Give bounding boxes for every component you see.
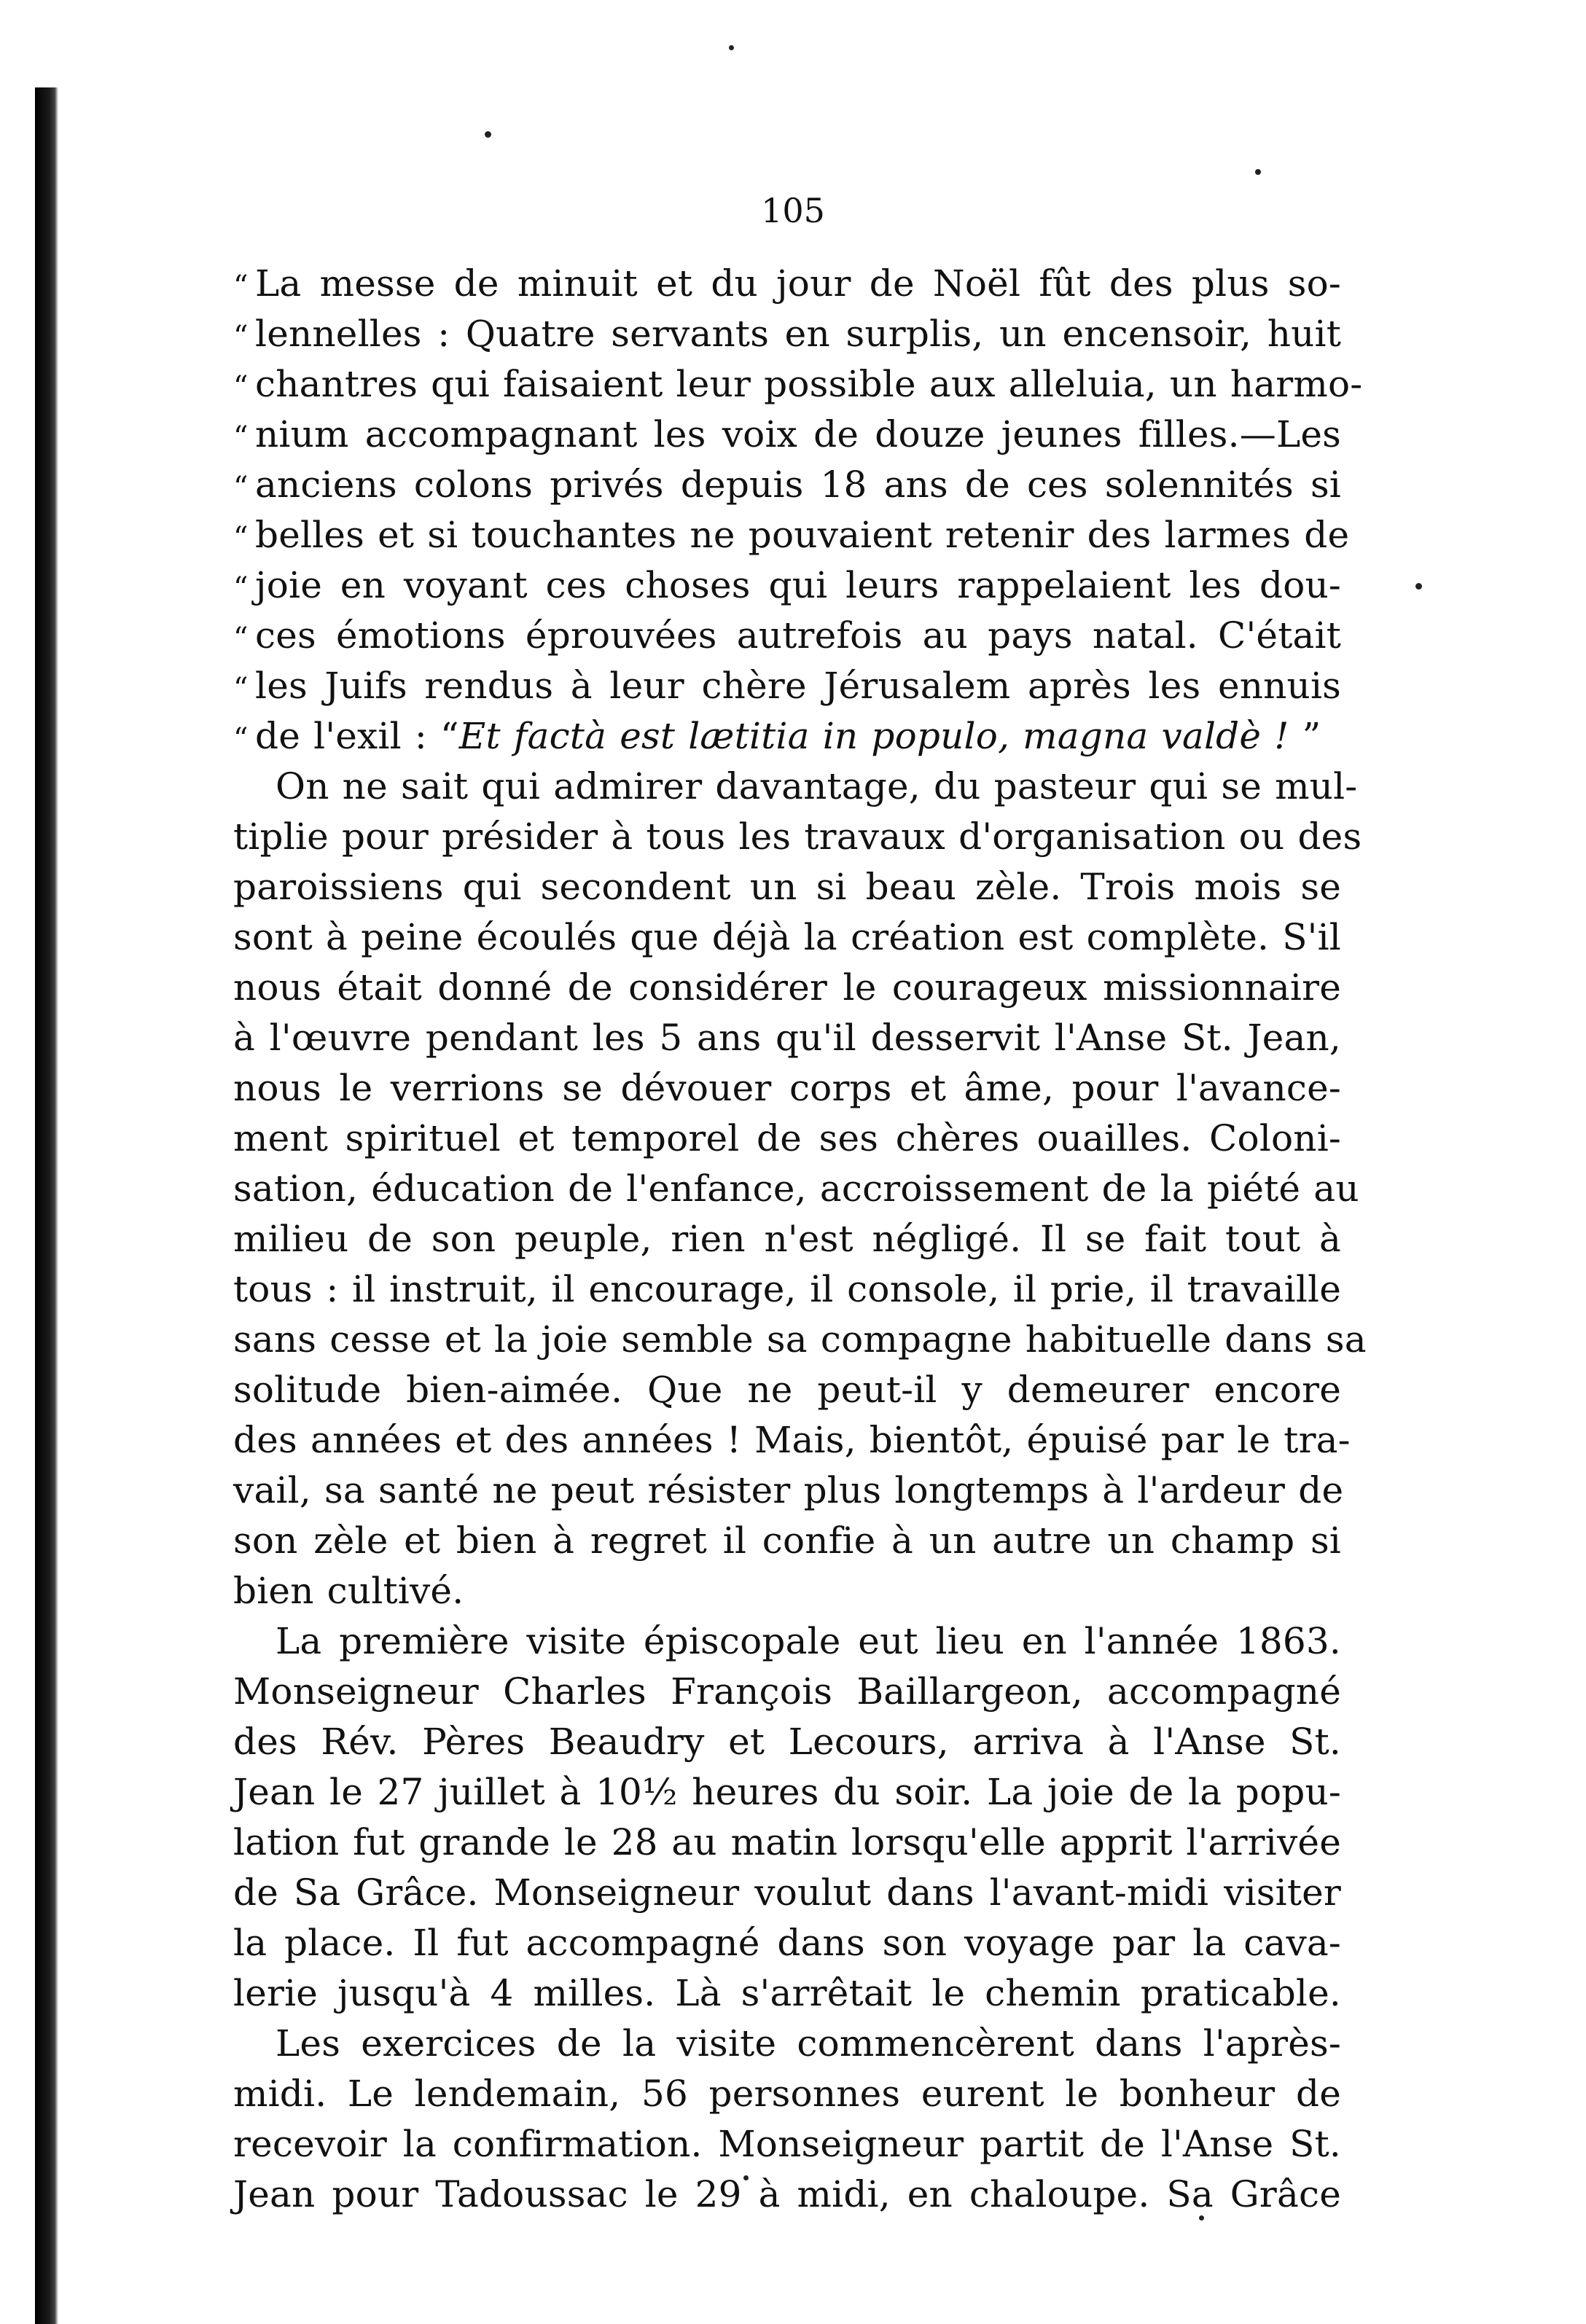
text-line bbox=[233, 1918, 1341, 1968]
text-line bbox=[233, 309, 1341, 359]
text-line bbox=[233, 2069, 1341, 2119]
line-text: nous était donné de considérer le courageux missionnaire bbox=[233, 966, 1341, 1009]
line-text: Les exercices de la visite commencèrent dans l'après- bbox=[276, 2022, 1341, 2065]
text-line bbox=[233, 1013, 1341, 1063]
line-text: de Sa Grâce. Monseigneur voulut dans l'avant-midi visiter bbox=[233, 1871, 1341, 1914]
text-line bbox=[233, 1868, 1341, 1918]
text-line bbox=[233, 1968, 1341, 2019]
text-line bbox=[233, 963, 1341, 1013]
text-line bbox=[233, 560, 1341, 611]
scan-speck bbox=[485, 131, 491, 138]
line-text: la place. Il fut accompagné dans son voyage par la cava- bbox=[233, 1922, 1341, 1964]
text-line bbox=[233, 1264, 1341, 1315]
text-line bbox=[233, 2119, 1341, 2170]
quote-mark: “ bbox=[233, 672, 249, 705]
text-line bbox=[233, 1315, 1367, 1365]
text-line bbox=[233, 410, 1341, 460]
text-line bbox=[233, 611, 1341, 661]
latin-quote: Et factà est lætitia in populo, magna valdè ! bbox=[458, 715, 1289, 757]
text-line bbox=[233, 912, 1341, 963]
page-binding-edge bbox=[35, 87, 58, 2324]
text-line bbox=[233, 259, 1341, 309]
text-line bbox=[233, 359, 1363, 410]
line-text: nous le verrions se dévouer corps et âme, pour l'avance- bbox=[233, 1067, 1341, 1109]
closing-quote: ” bbox=[1289, 715, 1321, 757]
line-text: lation fut grande le 28 au matin lorsqu'elle apprit l'arrivée bbox=[233, 1821, 1341, 1863]
line-text: joie en voyant ces choses qui leurs rappelaient les dou- bbox=[255, 564, 1341, 606]
line-text: milieu de son peuple, rien n'est négligé. Il se fait tout à bbox=[233, 1218, 1341, 1260]
text-line bbox=[233, 711, 1341, 762]
line-text: bien cultivé. bbox=[233, 1570, 464, 1612]
text-line bbox=[233, 661, 1341, 711]
text-line bbox=[233, 1767, 1341, 1818]
quote-mark: “ bbox=[233, 722, 249, 756]
line-text: nium accompagnant les voix de douze jeunes filles.—Les bbox=[255, 413, 1341, 455]
line-text: sans cesse et la joie semble sa compagne habituelle dans sa bbox=[233, 1318, 1367, 1361]
quote-mark: “ bbox=[233, 270, 249, 303]
text-line bbox=[233, 1616, 1341, 1667]
text-line bbox=[233, 1415, 1351, 1466]
line-text: des Rév. Pères Beaudry et Lecours, arriva à l'Anse St. bbox=[233, 1721, 1341, 1763]
line-text: son zèle et bien à regret il confie à un autre un champ si bbox=[233, 1519, 1341, 1562]
line-text: les Juifs rendus à leur chère Jérusalem après les ennuis bbox=[255, 665, 1341, 707]
text-line bbox=[233, 1818, 1341, 1868]
text-line bbox=[233, 1466, 1344, 1516]
text-line bbox=[233, 1516, 1341, 1566]
line-text: vail, sa santé ne peut résister plus longtemps à l'ardeur de bbox=[233, 1469, 1344, 1511]
text-line bbox=[233, 1214, 1341, 1264]
text-line bbox=[233, 812, 1362, 862]
text-line bbox=[233, 862, 1341, 912]
body-text bbox=[233, 259, 1367, 2220]
quote-mark: “ bbox=[233, 420, 249, 454]
line-text: recevoir la confirmation. Monseigneur partit de l'Anse St. bbox=[233, 2123, 1341, 2165]
quote-mark: “ bbox=[233, 521, 249, 555]
text-line bbox=[233, 1164, 1359, 1214]
line-text: ces émotions éprouvées autrefois au pays natal. C'était bbox=[255, 614, 1341, 657]
line-text: belles et si touchantes ne pouvaient retenir des larmes de bbox=[255, 514, 1350, 556]
line-text: La messe de minuit et du jour de Noël fût des plus so- bbox=[255, 262, 1341, 305]
line-text: La première visite épiscopale eut lieu en l'année 1863. bbox=[276, 1620, 1341, 1662]
line-text: chantres qui faisaient leur possible aux alleluia, un harmo- bbox=[255, 363, 1363, 405]
line-text: tous : il instruit, il encourage, il console, il prie, il travaille bbox=[233, 1268, 1341, 1310]
text-line bbox=[233, 1566, 1341, 1616]
line-text: ment spirituel et temporel de ses chères ouailles. Coloni- bbox=[233, 1117, 1341, 1159]
text-line bbox=[233, 1365, 1341, 1415]
line-text: Jean le 27 juillet à 10½ heures du soir. La joie de la popu- bbox=[233, 1771, 1341, 1813]
quote-mark: “ bbox=[233, 370, 249, 404]
text-line bbox=[233, 1063, 1341, 1114]
text-line bbox=[233, 1667, 1341, 1717]
scan-speck bbox=[1415, 583, 1422, 590]
line-text: Monseigneur Charles François Baillargeon, accompagné bbox=[233, 1670, 1341, 1713]
line-text: des années et des années ! Mais, bientôt, épuisé par le tra- bbox=[233, 1419, 1351, 1461]
line-text: midi. Le lendemain, 56 personnes eurent le bonheur de bbox=[233, 2073, 1341, 2115]
text-line bbox=[233, 2170, 1341, 2220]
text-line bbox=[233, 1114, 1341, 1164]
line-text: lennelles : Quatre servants en surplis, un encensoir, huit bbox=[255, 313, 1341, 355]
line-text: solitude bien-aimée. Que ne peut-il y demeurer encore bbox=[233, 1369, 1341, 1411]
line-text: anciens colons privés depuis 18 ans de ces solennités si bbox=[255, 463, 1341, 506]
quote-mark: “ bbox=[233, 622, 249, 655]
scan-speck bbox=[729, 45, 734, 50]
quote-mark: “ bbox=[233, 320, 249, 353]
line-text: tiplie pour présider à tous les travaux d'organisation ou des bbox=[233, 815, 1362, 858]
text-line bbox=[233, 762, 1358, 812]
text-line bbox=[233, 510, 1350, 560]
text-line bbox=[233, 460, 1341, 510]
line-text: lerie jusqu'à 4 milles. Là s'arrêtait le chemin praticable. bbox=[233, 1972, 1341, 2014]
quote-mark: “ bbox=[233, 471, 249, 504]
line-text: sont à peine écoulés que déjà la création est complète. S'il bbox=[233, 916, 1341, 958]
line-text: On ne sait qui admirer davantage, du pasteur qui se mul- bbox=[276, 765, 1358, 807]
text-line bbox=[233, 2019, 1341, 2069]
line-text: Jean pour Tadoussac le 29 à midi, en chaloupe. Sa Grâce bbox=[233, 2173, 1341, 2215]
scan-speck bbox=[1255, 169, 1261, 175]
page-number: 105 bbox=[761, 191, 825, 230]
line-text: paroissiens qui secondent un si beau zèle. Trois mois se bbox=[233, 866, 1341, 908]
line-text: de l'exil : “ bbox=[255, 715, 459, 757]
line-text: à l'œuvre pendant les 5 ans qu'il desservit l'Anse St. Jean, bbox=[233, 1017, 1341, 1059]
line-text: sation, éducation de l'enfance, accroissement de la piété au bbox=[233, 1167, 1359, 1210]
text-line bbox=[233, 1717, 1341, 1767]
quote-mark: “ bbox=[233, 571, 249, 605]
